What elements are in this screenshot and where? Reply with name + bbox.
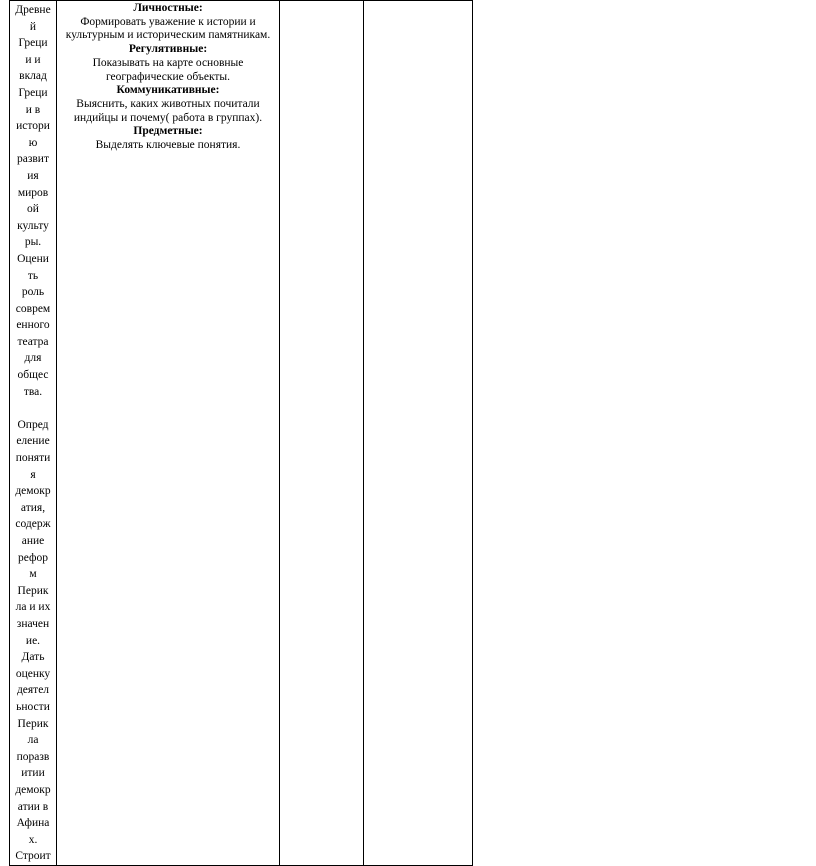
text-line: и в	[25, 103, 41, 116]
section-text-line: индийцы и почему( работа в группах).	[73, 111, 263, 124]
section-text-line: Выяснить, каких животных почитали	[76, 97, 260, 110]
section-heading: Коммуникативные:	[116, 84, 220, 97]
text-line: ой	[27, 203, 39, 216]
text-line: соврем	[15, 302, 51, 315]
text-line: я	[30, 468, 36, 481]
text-line: ла	[27, 734, 39, 747]
text-line: Опред	[17, 418, 49, 431]
learning-outcomes-cell	[57, 1, 280, 866]
text-line: Древне	[15, 4, 51, 16]
lesson-plan-table	[9, 0, 473, 866]
text-line: енного	[16, 319, 50, 332]
text-line: Перик	[17, 717, 49, 730]
text-line: х.	[28, 833, 38, 846]
section-text-line: Выделять ключевые понятия.	[95, 139, 241, 152]
text-line: атии в	[17, 800, 49, 813]
section-text-line: культурным и историческим памятникам.	[65, 29, 271, 42]
text-line: ры.	[24, 236, 42, 249]
text-line: еление	[16, 435, 50, 448]
text-line: ла и их	[15, 601, 51, 614]
text-line: тва.	[23, 385, 43, 398]
section-heading: Личностные:	[133, 2, 203, 14]
text-line: ие.	[25, 634, 41, 647]
text-line: итии	[21, 767, 45, 780]
text-line: ьности	[16, 700, 50, 713]
section-text-line: Формировать уважение к истории и	[80, 15, 256, 28]
text-line: ть	[27, 269, 39, 282]
text-line: Греци	[18, 37, 48, 50]
blank-line	[10, 400, 56, 417]
lesson-goals-cell	[10, 1, 57, 866]
learning-outcomes-text	[57, 1, 279, 153]
text-line: атия,	[20, 501, 46, 514]
text-line: ание	[21, 535, 45, 547]
text-line: Греци	[18, 86, 48, 99]
text-line: м	[29, 568, 37, 581]
lesson-goals-text	[10, 1, 56, 865]
text-line: миров	[17, 186, 49, 199]
text-line: общес	[17, 369, 49, 382]
text-line: истори	[16, 120, 50, 133]
text-line: демокр	[15, 485, 51, 498]
text-line: поразв	[16, 750, 50, 763]
text-line: и и	[25, 53, 41, 66]
section-text-line: географические объекты.	[105, 70, 231, 83]
text-line: Перик	[17, 584, 49, 597]
text-line: оценку	[15, 667, 51, 680]
table-row	[10, 1, 473, 866]
text-line: культу	[17, 219, 49, 232]
text-line: Оцени	[17, 252, 49, 265]
text-line: деятел	[16, 684, 50, 697]
text-line: Дать	[21, 651, 45, 664]
text-line: поняти	[15, 452, 51, 465]
text-line: значен	[16, 617, 50, 630]
text-line: Строит	[15, 850, 51, 863]
text-line: роль	[21, 286, 45, 299]
text-line: развит	[16, 153, 49, 166]
text-line: ю	[28, 136, 38, 149]
section-heading: Предметные:	[133, 125, 203, 138]
text-line: рефор	[18, 551, 48, 564]
section-text-line: Показывать на карте основные	[92, 56, 244, 69]
text-line: Афина	[16, 817, 50, 830]
text-line: содерж	[15, 518, 51, 531]
empty-cell-3	[280, 1, 364, 866]
text-line: для	[24, 352, 42, 365]
empty-cell-4	[364, 1, 473, 866]
text-line: й	[29, 20, 37, 33]
text-line: театра	[17, 335, 49, 348]
text-line: демокр	[15, 783, 51, 796]
section-heading: Регулятивные:	[128, 43, 208, 56]
text-line: вклад	[19, 70, 47, 83]
text-line: ия	[27, 169, 39, 182]
